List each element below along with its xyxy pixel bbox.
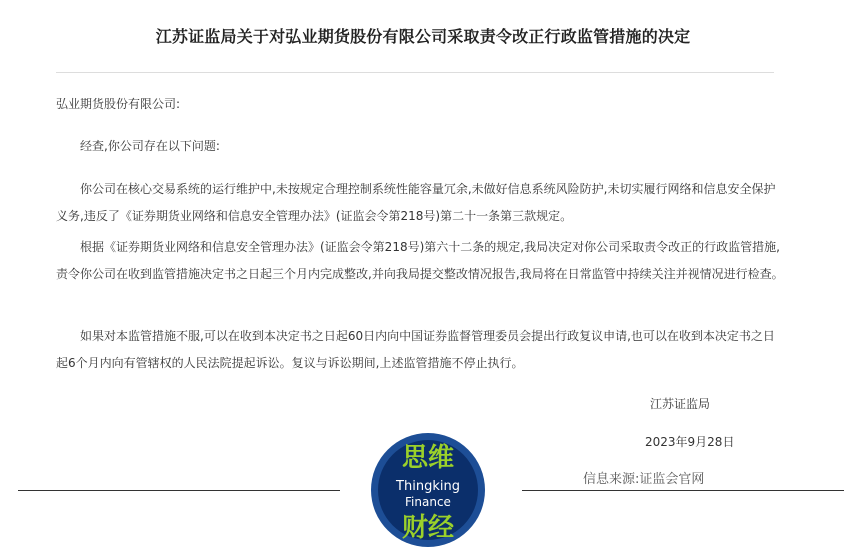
signature-organization: 江苏证监局 xyxy=(650,397,711,411)
logo-line1-text: Thingking xyxy=(396,479,460,494)
footer-divider-right xyxy=(522,490,844,491)
paragraph-decision: 根据《证券期货业网络和信息安全管理办法》(证监会令第218号)第六十二条的规定,我局决定对你公司采取责令改正的行政监管措施,责令你公司在收到监管措施决定书之日起三个月内完成整改,并向我局提交整改情况报告,我局将在日常监管中持续关注并视情况进行检查。 xyxy=(56,240,784,281)
footer-divider-left xyxy=(18,490,340,491)
title-divider xyxy=(56,72,774,73)
paragraph-appeal-rights: 如果对本监管措施不服,可以在收到本决定书之日起60日内向中国证券监督管理委员会提出行政复议申请,也可以在收到本决定书之日起6个月内向有管辖权的人民法院提起诉讼。复议与诉讼期间,上述监管措施不停止执行。 xyxy=(56,329,775,370)
thinking-finance-logo xyxy=(370,432,486,548)
document-title: 江苏证监局关于对弘业期货股份有限公司采取责令改正行政监管措施的决定 xyxy=(155,27,691,46)
paragraph-findings-intro: 经查,你公司存在以下问题: xyxy=(80,139,220,153)
source-note: 信息来源:证监会官网 xyxy=(583,472,705,487)
signature-date: 2023年9月28日 xyxy=(645,435,735,449)
logo-line2-text: Finance xyxy=(405,495,451,509)
paragraph-violation: 你公司在核心交易系统的运行维护中,未按规定合理控制系统性能容量冗余,未做好信息系统风险防护,未切实履行网络和信息安全保护义务,违反了《证券期货业网络和信息安全管理办法》(证监会令第218号)第二十一条第三款规定。 xyxy=(56,182,776,223)
salutation: 弘业期货股份有限公司: xyxy=(56,97,181,111)
logo-bottom-text: 财经 xyxy=(401,513,455,543)
logo-top-text: 思维 xyxy=(401,443,455,473)
